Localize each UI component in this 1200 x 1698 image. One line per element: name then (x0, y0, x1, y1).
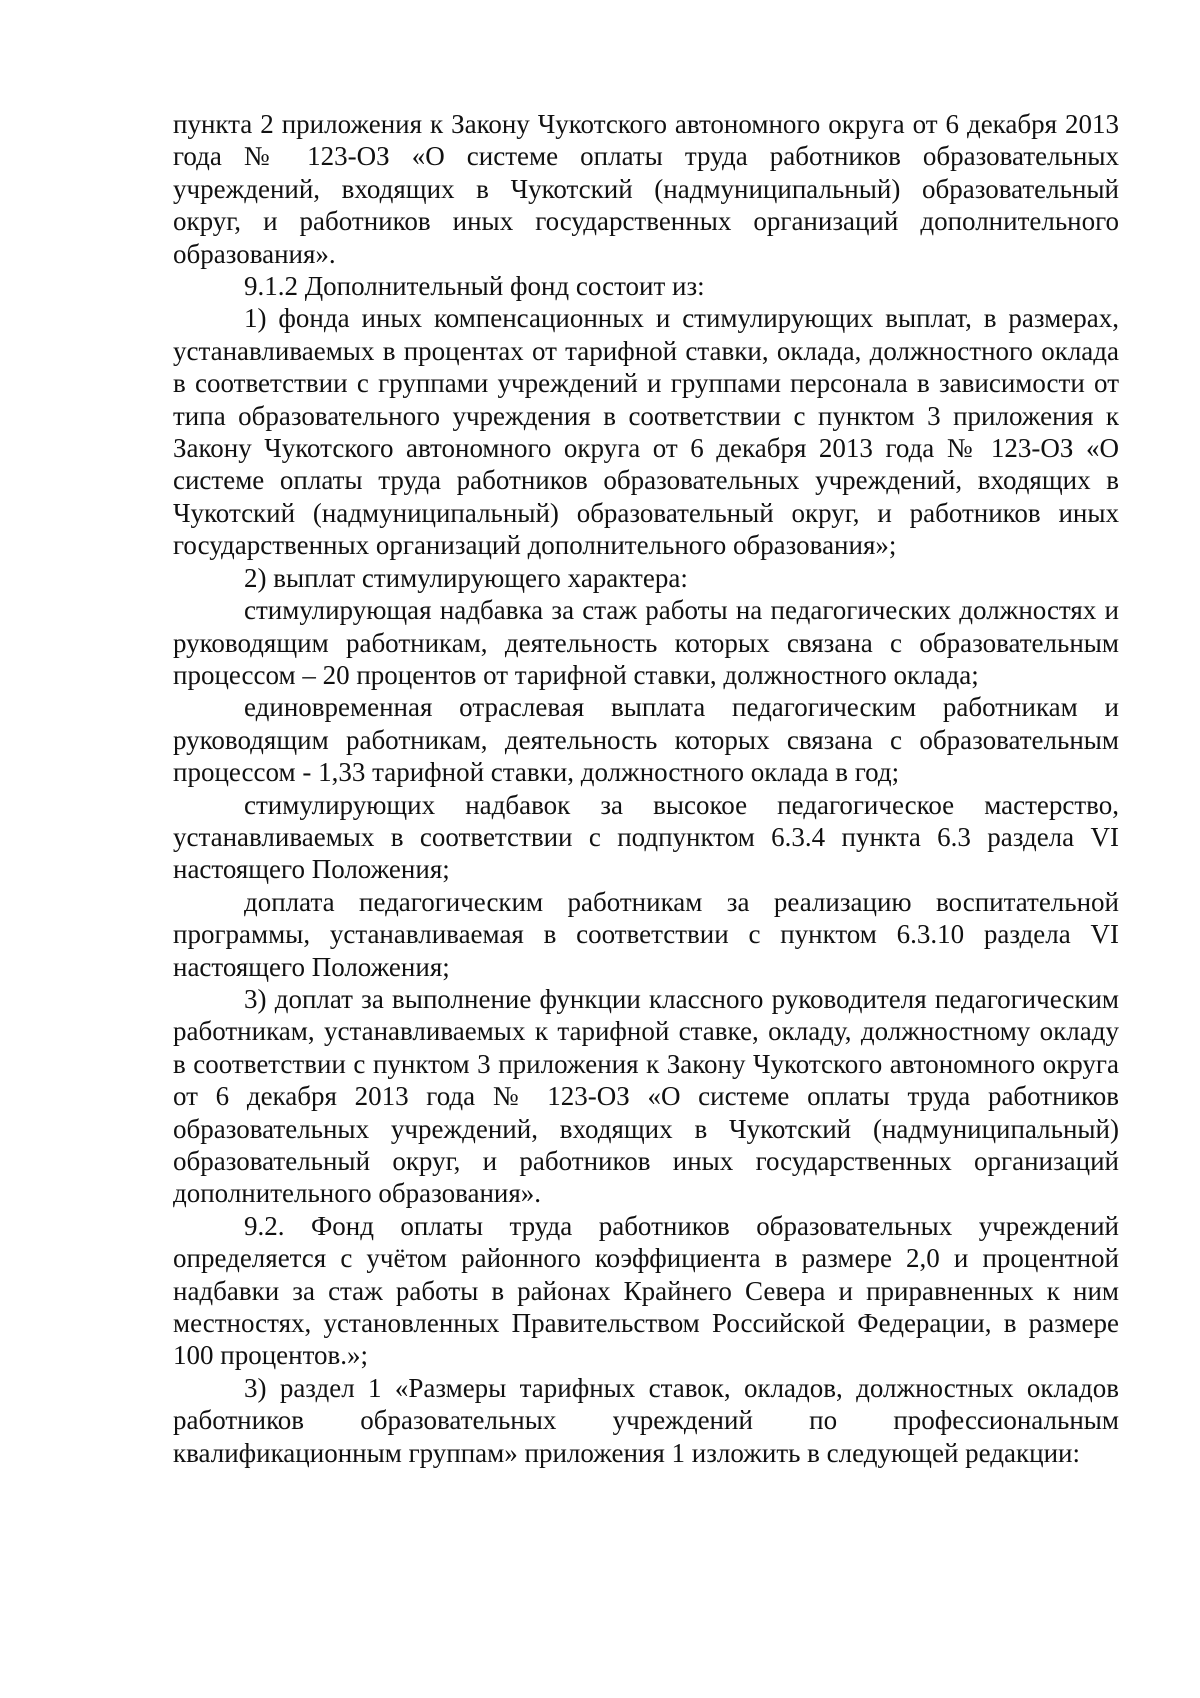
paragraph-section-1-amendment: 3) раздел 1 «Размеры тарифных ставок, окладов, должностных окладов работников образовательных учреждений по профессиональным квалификационным группам» приложения 1 изложить в следующей редакции: (173, 1372, 1119, 1468)
paragraph-education-program-payment: доплата педагогическим работникам за реализацию воспитательной программы, устанавливаемая в соответствии с пунктом 6.3.10 раздела VI настоящего Положения; (173, 886, 1119, 982)
paragraph-9-1-2: 9.1.2 Дополнительный фонд состоит из: (244, 271, 705, 302)
paragraph-9-2: 9.2. Фонд оплаты труда работников образовательных учреждений определяется с учётом районного коэффициента в размере 2,0 и процентной надбавки за стаж работы в районах Крайнего Севера и приравненных к ним местностях, установленных Правительством Российской Федерации, в размере 100 процентов.»; (173, 1210, 1119, 1371)
paragraph-continuation: пункта 2 приложения к Закону Чукотского автономного округа от 6 декабря 2013 года № 123-ОЗ «О системе оплаты труда работников образовательных учреждений, входящих в Чукотский (надмуниципальный) образовательный округ, и работников иных государственных организаций дополнительного образования». (173, 109, 1119, 269)
document-body (173, 108, 1119, 1469)
paragraph-item-1: 1) фонда иных компенсационных и стимулирующих выплат, в размерах, устанавливаемых в процентах от тарифной ставки, оклада, должностного оклада в соответствии с группами учреждений и группами персонала в зависимости от типа образовательного учреждения в соответствии с пунктом 3 приложения к Закону Чукотского автономного округа от 6 декабря 2013 года № 123-ОЗ «О системе оплаты труда работников образовательных учреждений, входящих в Чукотский (надмуниципальный) образовательный округ, и работников иных государственных организаций дополнительного образования»; (173, 303, 1119, 561)
paragraph-item-2: 2) выплат стимулирующего характера: (244, 562, 688, 593)
paragraph-mastery-bonus: стимулирующих надбавок за высокое педагогическое мастерство, устанавливаемых в соответствии с подпунктом 6.3.4 пункта 6.3 раздела VI настоящего Положения; (173, 789, 1119, 885)
paragraph-item-3: 3) доплат за выполнение функции классного руководителя педагогическим работникам, устанавливаемых к тарифной ставке, окладу, должностному окладу в соответствии с пунктом 3 приложения к Закону Чукотского автономного округа от 6 декабря 2013 года № 123-ОЗ «О системе оплаты труда работников образовательных учреждений, входящих в Чукотский (надмуниципальный) образовательный округ, и работников иных государственных организаций дополнительного образования». (173, 983, 1119, 1209)
paragraph-one-time-payment: единовременная отраслевая выплата педагогическим работникам и руководящим работникам, деятельность которых связана с образовательным процессом - 1,33 тарифной ставки, должностного оклада в год; (173, 692, 1119, 788)
paragraph-seniority-bonus: стимулирующая надбавка за стаж работы на педагогических должностях и руководящим работникам, деятельность которых связана с образовательным процессом – 20 процентов от тарифной ставки, должностного оклада; (173, 595, 1119, 690)
